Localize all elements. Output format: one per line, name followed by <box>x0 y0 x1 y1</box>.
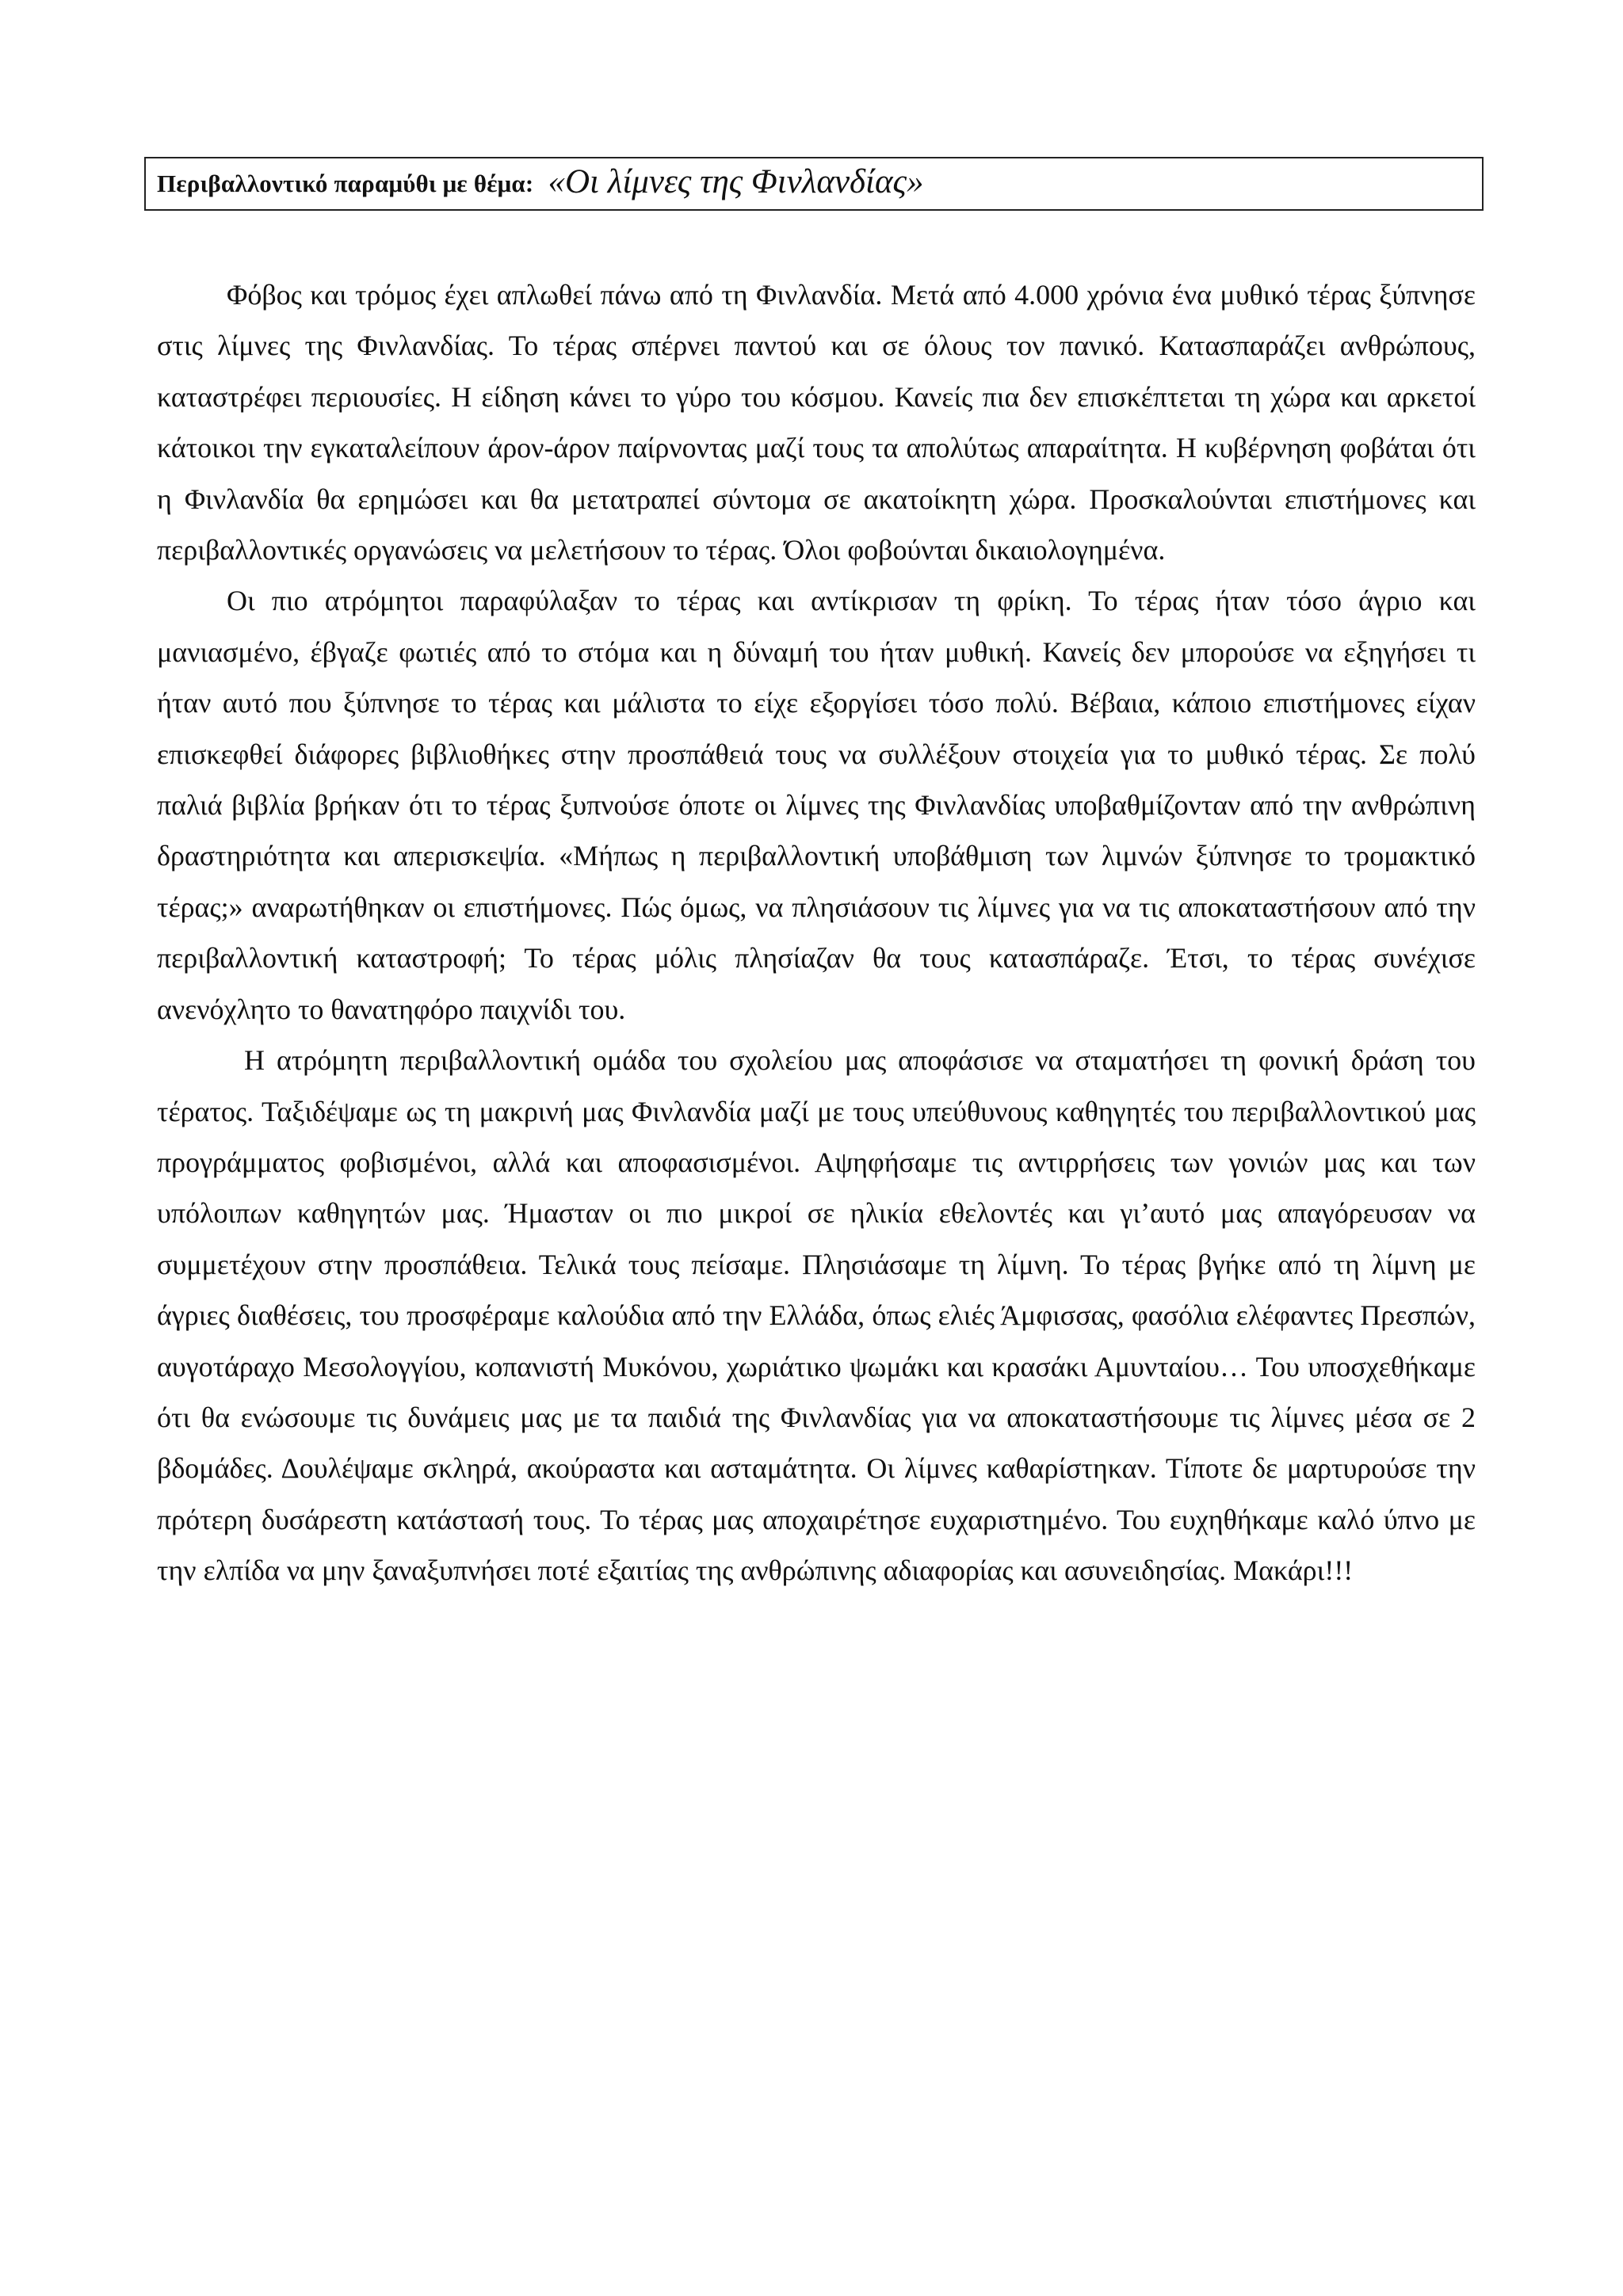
paragraph-1: Φόβος και τρόμος έχει απλωθεί πάνω από τη Φινλανδία. Μετά από 4.000 χρόνια ένα μυθικό τέρας ξύπνησε στις λίμνες της Φινλανδίας. Το τέρας σπέρνει παντού και σε όλους τον πανικό. Κατασπαράζει ανθρώπους, καταστρέφει περιουσίες. Η είδηση κάνει το γύρο του κόσμου. Κανείς πια δεν επισκέπτεται τη χώρα και αρκετοί κάτοικοι την εγκαταλείπουν άρον-άρον παίρνοντας μαζί τους τα απολύτως απαραίτητα. Η κυβέρνηση φοβάται ότι η Φινλανδία θα ερημώσει και θα μετατραπεί σύντομα σε ακατοίκητη χώρα. Προσκαλούνται επιστήμονες και περιβαλλοντικές οργανώσεις να μελετήσουν το τέρας. Όλοι φοβούνται δικαιολογημένα. <box>157 279 1476 566</box>
page-title: «Οι λίμνες της Φινλανδίας» <box>548 162 924 200</box>
title-prefix: Περιβαλλοντικό παραμύθι με θέμα: <box>157 170 534 197</box>
title-box <box>144 157 1484 211</box>
paragraph-2: Οι πιο ατρόμητοι παραφύλαξαν το τέρας και αντίκρισαν τη φρίκη. Το τέρας ήταν τόσο άγριο και μανιασμένο, έβγαζε φωτιές από το στόμα και η δύναμή του ήταν μυθική. Κανείς δεν μπορούσε να εξηγήσει τι ήταν αυτό που ξύπνησε το τέρας και μάλιστα το είχε εξοργίσει τόσο πολύ. Βέβαια, κάποιο επιστήμονες είχαν επισκεφθεί διάφορες βιβλιοθήκες στην προσπάθειά τους να συλλέξουν στοιχεία για το μυθικό τέρας. Σε πολύ παλιά βιβλία βρήκαν ότι το τέρας ξυπνούσε όποτε οι λίμνες της Φινλανδίας υποβαθμίζονταν από την ανθρώπινη δραστηριότητα και απερισκεψία. «Μήπως η περιβαλλοντική υποβάθμιση των λιμνών ξύπνησε το τρομακτικό τέρας;» αναρωτήθηκαν οι επιστήμονες. Πώς όμως, να πλησιάσουν τις λίμνες για να τις αποκαταστήσουν από την περιβαλλοντική καταστροφή; Το τέρας μόλις πλησίαζαν θα τους κατασπάραζε. Έτσι, το τέρας συνέχισε ανενόχλητο το θανατηφόρο παιχνίδι του. <box>157 585 1476 1025</box>
paragraph-3: Η ατρόμητη περιβαλλοντική ομάδα του σχολείου μας αποφάσισε να σταματήσει τη φονική δράση του τέρατος. Ταξιδέψαμε ως τη μακρινή μας Φινλανδία μαζί με τους υπεύθυνους καθηγητές του περιβαλλοντικού μας προγράμματος φοβισμένοι, αλλά και αποφασισμένοι. Αψηφήσαμε τις αντιρρήσεις των γονιών μας και των υπόλοιπων καθηγητών μας. Ήμασταν οι πιο μικροί σε ηλικία εθελοντές και γι’αυτό μας απαγόρευσαν να συμμετέχουν στην προσπάθεια. Τελικά τους πείσαμε. Πλησιάσαμε τη λίμνη. Το τέρας βγήκε από τη λίμνη με άγριες διαθέσεις, του προσφέραμε καλούδια από την Ελλάδα, όπως ελιές Άμφισσας, φασόλια ελέφαντες Πρεσπών, αυγοτάραχο Μεσολογγίου, κοπανιστή Μυκόνου, χωριάτικο ψωμάκι και κρασάκι Αμυνταίου… Του υποσχεθήκαμε ότι θα ενώσουμε τις δυνάμεις μας με τα παιδιά της Φινλανδίας για να αποκαταστήσουμε τις λίμνες μέσα σε 2 βδομάδες. Δουλέψαμε σκληρά, ακούραστα και ασταμάτητα. Οι λίμνες καθαρίστηκαν. Τίποτε δε μαρτυρούσε την πρότερη δυσάρεστη κατάστασή τους. Το τέρας μας αποχαιρέτησε ευχαριστημένο. Του ευχηθήκαμε καλό ύπνο με την ελπίδα να μην ξαναξυπνήσει ποτέ εξαιτίας της ανθρώπινης αδιαφορίας και ασυνειδησίας. Μακάρι!!! <box>157 1044 1476 1587</box>
story-body <box>157 269 1476 1596</box>
